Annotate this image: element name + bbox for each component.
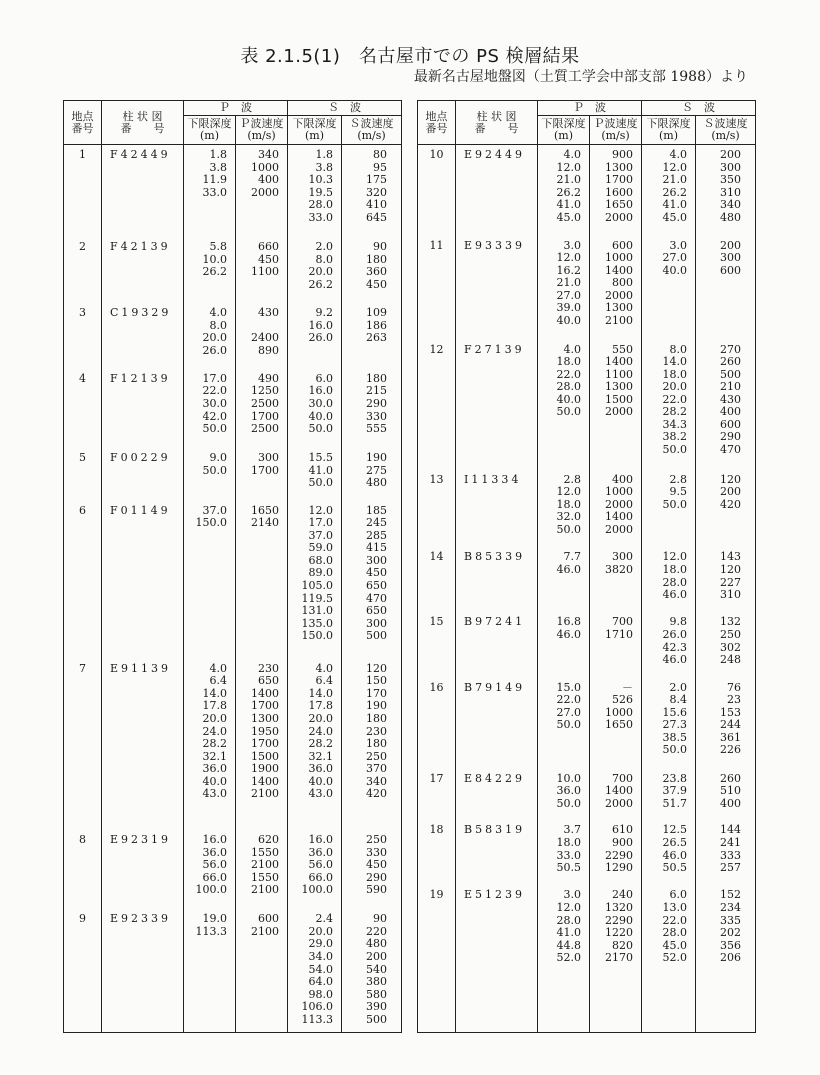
p-depth-cell: 17.0 22.0 30.0 42.0 50.0 (184, 373, 236, 452)
s-depth-cell: 2.0 8.0 20.0 26.2 (288, 241, 342, 307)
site-no-cell: 12 (418, 344, 456, 474)
table-row (418, 551, 756, 616)
p-velocity-cell: 550 1400 1100 1300 1500 2000 (590, 344, 642, 474)
s-depth-cell: 8.0 14.0 18.0 20.0 22.0 28.2 34.3 38.2 50.0 (642, 344, 696, 474)
site-no-cell: 9 (64, 913, 102, 1032)
s-depth-cell: 4.0 6.4 14.0 17.8 20.0 24.0 28.2 32.1 36.0 40.0 43.0 (288, 663, 342, 834)
p-velocity-cell: 600 1000 1400 800 2000 1300 2100 (590, 240, 642, 344)
s-velocity-cell: 132 250 302 248 (696, 616, 756, 681)
p-velocity-cell: 300 1700 (236, 452, 288, 505)
header-p-depth: 下限深度 (m) (538, 116, 590, 145)
column-diagram-cell: C19329 (102, 307, 184, 373)
s-velocity-cell: 200 300 350 310 340 480 (696, 145, 756, 240)
s-depth-cell: 1.8 3.8 10.3 19.5 28.0 33.0 (288, 145, 342, 242)
column-diagram-cell: F00229 (102, 452, 184, 505)
s-depth-cell: 9.2 16.0 26.0 (288, 307, 342, 373)
p-velocity-cell: 700 1400 2000 (590, 773, 642, 825)
p-depth-cell: 19.0 113.3 (184, 913, 236, 1032)
header-s-velocity: Ｓ波速度 (m/s) (696, 116, 756, 145)
header-s-wave: Ｓ 波 (642, 101, 756, 116)
column-diagram-cell: F01149 (102, 505, 184, 663)
p-depth-cell: 10.0 36.0 50.0 (538, 773, 590, 825)
header-s-depth: 下限深度 (m) (642, 116, 696, 145)
table-row (64, 241, 402, 307)
table-row (64, 307, 402, 373)
p-depth-cell: 4.0 6.4 14.0 17.8 20.0 24.0 28.2 32.1 36.0 40.0 43.0 (184, 663, 236, 834)
header-s-wave: Ｓ 波 (288, 101, 402, 116)
p-velocity-cell: － 526 1000 1650 (590, 682, 642, 773)
s-depth-cell: 9.8 26.0 42.3 46.0 (642, 616, 696, 681)
s-depth-cell: 12.0 18.0 28.0 46.0 (642, 551, 696, 616)
column-diagram-cell: E92449 (456, 145, 538, 240)
table-row (418, 474, 756, 552)
p-velocity-cell: 300 3820 (590, 551, 642, 616)
site-no-cell: 13 (418, 474, 456, 552)
p-velocity-cell: 600 2100 (236, 913, 288, 1032)
table-row (418, 240, 756, 344)
column-diagram-cell: E93339 (456, 240, 538, 344)
s-depth-cell: 6.0 13.0 22.0 28.0 45.0 52.0 (642, 889, 696, 1032)
table-row (64, 505, 402, 663)
site-no-cell: 14 (418, 551, 456, 616)
p-depth-cell: 16.8 46.0 (538, 616, 590, 681)
s-velocity-cell: 90 220 480 200 540 380 580 390 500 (342, 913, 402, 1032)
column-diagram-cell: B58319 (456, 824, 538, 889)
table-row (64, 145, 402, 242)
column-diagram-cell: F27139 (456, 344, 538, 474)
header-site-no: 地点 番号 (64, 101, 102, 145)
table-row (418, 889, 756, 1032)
p-depth-cell: 4.0 12.0 21.0 26.2 41.0 45.0 (538, 145, 590, 240)
ps-table-left (63, 100, 402, 1033)
p-velocity-cell: 230 650 1400 1700 1300 1950 1700 1500 1900 1400 2100 (236, 663, 288, 834)
p-depth-cell: 3.7 18.0 33.0 50.5 (538, 824, 590, 889)
s-velocity-cell: 143 120 227 310 (696, 551, 756, 616)
site-no-cell: 7 (64, 663, 102, 834)
table-row (418, 344, 756, 474)
column-diagram-cell: E84229 (456, 773, 538, 825)
site-no-cell: 18 (418, 824, 456, 889)
header-column-diagram: 柱 状 図 番 号 (102, 101, 184, 145)
table-row (418, 616, 756, 681)
p-depth-cell: 9.0 50.0 (184, 452, 236, 505)
column-diagram-cell: F42139 (102, 241, 184, 307)
p-depth-cell: 2.8 12.0 18.0 32.0 50.0 (538, 474, 590, 552)
p-depth-cell: 1.8 3.8 11.9 33.0 (184, 145, 236, 242)
s-velocity-cell: 90 180 360 450 (342, 241, 402, 307)
s-velocity-cell: 152 234 335 202 356 206 (696, 889, 756, 1032)
p-velocity-cell: 1650 2140 (236, 505, 288, 663)
site-no-cell: 3 (64, 307, 102, 373)
table-row (64, 452, 402, 505)
page-title: 表 2.1.5(1) 名古屋市での PS 検層結果 (240, 46, 580, 67)
s-velocity-cell: 144 241 333 257 (696, 824, 756, 889)
site-no-cell: 15 (418, 616, 456, 681)
column-diagram-cell: F42449 (102, 145, 184, 242)
header-p-velocity: Ｐ波速度 (m/s) (590, 116, 642, 145)
p-depth-cell: 4.0 18.0 22.0 28.0 40.0 50.0 (538, 344, 590, 474)
s-depth-cell: 12.0 17.0 37.0 59.0 68.0 89.0 105.0 119.5 131.0 135.0 150.0 (288, 505, 342, 663)
s-velocity-cell: 109 186 263 (342, 307, 402, 373)
ps-table-right (417, 100, 756, 1033)
header-p-wave: Ｐ 波 (538, 101, 642, 116)
p-depth-cell: 7.7 46.0 (538, 551, 590, 616)
site-no-cell: 17 (418, 773, 456, 825)
s-depth-cell: 23.8 37.9 51.7 (642, 773, 696, 825)
header-s-velocity: Ｓ波速度 (m/s) (342, 116, 402, 145)
table-row (418, 824, 756, 889)
p-velocity-cell: 490 1250 2500 1700 2500 (236, 373, 288, 452)
p-depth-cell: 3.0 12.0 28.0 41.0 44.8 52.0 (538, 889, 590, 1032)
header-p-velocity: Ｐ波速度 (m/s) (236, 116, 288, 145)
s-velocity-cell: 185 245 285 415 300 450 650 470 650 300 500 (342, 505, 402, 663)
p-velocity-cell: 430 2400 890 (236, 307, 288, 373)
page-subtitle: 最新名古屋地盤図（土質工学会中部支部 1988）より (413, 69, 748, 85)
s-depth-cell: 16.0 36.0 56.0 66.0 100.0 (288, 834, 342, 913)
p-velocity-cell: 400 1000 2000 1400 2000 (590, 474, 642, 552)
p-velocity-cell: 240 1320 2290 1220 820 2170 (590, 889, 642, 1032)
table-row (418, 145, 756, 240)
p-velocity-cell: 610 900 2290 1290 (590, 824, 642, 889)
p-velocity-cell: 700 1710 (590, 616, 642, 681)
s-depth-cell: 2.8 9.5 50.0 (642, 474, 696, 552)
s-velocity-cell: 260 510 400 (696, 773, 756, 825)
column-diagram-cell: E92319 (102, 834, 184, 913)
p-depth-cell: 3.0 12.0 16.2 21.0 27.0 39.0 40.0 (538, 240, 590, 344)
s-velocity-cell: 190 275 480 (342, 452, 402, 505)
s-velocity-cell: 250 330 450 290 590 (342, 834, 402, 913)
s-depth-cell: 3.0 27.0 40.0 (642, 240, 696, 344)
column-diagram-cell: E91139 (102, 663, 184, 834)
s-depth-cell: 2.4 20.0 29.0 34.0 54.0 64.0 98.0 106.0 113.3 (288, 913, 342, 1032)
s-velocity-cell: 80 95 175 320 410 645 (342, 145, 402, 242)
column-diagram-cell: B97241 (456, 616, 538, 681)
s-depth-cell: 2.0 8.4 15.6 27.3 38.5 50.0 (642, 682, 696, 773)
p-velocity-cell: 660 450 1100 (236, 241, 288, 307)
s-velocity-cell: 120 150 170 190 180 230 180 250 370 340 420 (342, 663, 402, 834)
p-depth-cell: 4.0 8.0 20.0 26.0 (184, 307, 236, 373)
header-s-depth: 下限深度 (m) (288, 116, 342, 145)
s-depth-cell: 15.5 41.0 50.0 (288, 452, 342, 505)
s-velocity-cell: 76 23 153 244 361 226 (696, 682, 756, 773)
table-row (64, 913, 402, 1032)
p-depth-cell: 16.0 36.0 56.0 66.0 100.0 (184, 834, 236, 913)
site-no-cell: 10 (418, 145, 456, 240)
table-row (418, 682, 756, 773)
column-diagram-cell: E92339 (102, 913, 184, 1032)
column-diagram-cell: E51239 (456, 889, 538, 1032)
site-no-cell: 19 (418, 889, 456, 1032)
site-no-cell: 2 (64, 241, 102, 307)
s-velocity-cell: 270 260 500 210 430 400 600 290 470 (696, 344, 756, 474)
s-depth-cell: 12.5 26.5 46.0 50.5 (642, 824, 696, 889)
site-no-cell: 6 (64, 505, 102, 663)
header-p-depth: 下限深度 (m) (184, 116, 236, 145)
s-depth-cell: 6.0 16.0 30.0 40.0 50.0 (288, 373, 342, 452)
p-depth-cell: 37.0 150.0 (184, 505, 236, 663)
p-depth-cell: 15.0 22.0 27.0 50.0 (538, 682, 590, 773)
p-velocity-cell: 900 1300 1700 1600 1650 2000 (590, 145, 642, 240)
table-row (64, 373, 402, 452)
p-depth-cell: 5.8 10.0 26.2 (184, 241, 236, 307)
column-diagram-cell: B85339 (456, 551, 538, 616)
s-velocity-cell: 120 200 420 (696, 474, 756, 552)
s-depth-cell: 4.0 12.0 21.0 26.2 41.0 45.0 (642, 145, 696, 240)
site-no-cell: 5 (64, 452, 102, 505)
p-velocity-cell: 340 1000 400 2000 (236, 145, 288, 242)
s-velocity-cell: 180 215 290 330 555 (342, 373, 402, 452)
site-no-cell: 16 (418, 682, 456, 773)
p-velocity-cell: 620 1550 2100 1550 2100 (236, 834, 288, 913)
site-no-cell: 1 (64, 145, 102, 242)
column-diagram-cell: I11334 (456, 474, 538, 552)
column-diagram-cell: B79149 (456, 682, 538, 773)
s-velocity-cell: 200 300 600 (696, 240, 756, 344)
header-column-diagram: 柱 状 図 番 号 (456, 101, 538, 145)
table-row (418, 773, 756, 825)
table-row (64, 834, 402, 913)
column-diagram-cell: F12139 (102, 373, 184, 452)
site-no-cell: 11 (418, 240, 456, 344)
header-site-no: 地点 番号 (418, 101, 456, 145)
site-no-cell: 4 (64, 373, 102, 452)
header-p-wave: Ｐ 波 (184, 101, 288, 116)
table-row (64, 663, 402, 834)
site-no-cell: 8 (64, 834, 102, 913)
